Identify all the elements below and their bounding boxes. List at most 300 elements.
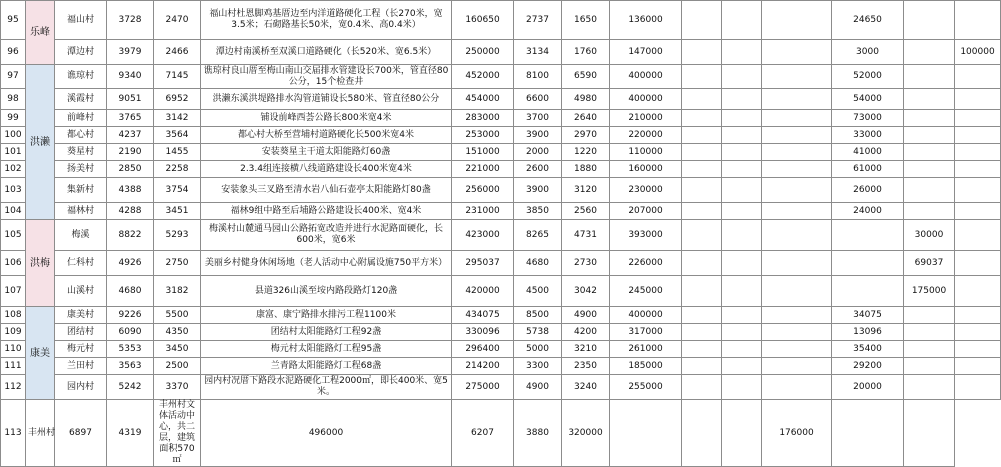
population-cell: 9226 bbox=[107, 307, 154, 324]
row-number-cell: 98 bbox=[1, 89, 26, 110]
row-number-cell: 110 bbox=[1, 341, 26, 358]
count-b-cell: 1760 bbox=[562, 40, 610, 65]
count-a-cell: 2000 bbox=[514, 144, 562, 161]
self-funded-cell: 73000 bbox=[832, 110, 904, 127]
row-number-cell: 95 bbox=[1, 1, 26, 40]
subsidy-cell: 400000 bbox=[610, 65, 682, 89]
households-cell: 1455 bbox=[154, 144, 201, 161]
extra-funding-cell bbox=[955, 89, 1001, 110]
extra-funding-cell bbox=[955, 251, 1001, 276]
empty-cell bbox=[762, 178, 832, 203]
village-cell: 前峰村 bbox=[55, 110, 107, 127]
households-cell: 3142 bbox=[154, 110, 201, 127]
count-b-cell: 2730 bbox=[562, 251, 610, 276]
extra-funding-cell bbox=[904, 400, 955, 467]
count-b-cell: 4900 bbox=[562, 307, 610, 324]
self-funded-cell: 33000 bbox=[832, 127, 904, 144]
village-cell: 兰田村 bbox=[55, 358, 107, 375]
other-funding-cell bbox=[904, 65, 955, 89]
total-amount-cell: 330096 bbox=[452, 324, 514, 341]
count-a-cell: 4900 bbox=[514, 375, 562, 400]
empty-cell bbox=[682, 178, 722, 203]
self-funded-cell: 52000 bbox=[832, 65, 904, 89]
other-funding-cell bbox=[904, 178, 955, 203]
table-row bbox=[1, 127, 1001, 144]
project-description-cell: 铺设前峰西荟公路长800米宽4米 bbox=[201, 110, 452, 127]
empty-cell bbox=[722, 307, 762, 324]
project-description-cell: 安装象头三叉路至清水岩八仙石壶亭太阳能路灯80盏 bbox=[201, 178, 452, 203]
subsidy-cell: 147000 bbox=[610, 40, 682, 65]
total-amount-cell: 253000 bbox=[452, 127, 514, 144]
count-b-cell: 4200 bbox=[562, 324, 610, 341]
count-b-cell: 2350 bbox=[562, 358, 610, 375]
self-funded-cell: 29200 bbox=[832, 358, 904, 375]
total-amount-cell: 283000 bbox=[452, 110, 514, 127]
row-number-cell: 113 bbox=[1, 400, 26, 467]
count-a-cell: 3900 bbox=[514, 127, 562, 144]
extra-funding-cell bbox=[955, 161, 1001, 178]
empty-cell bbox=[762, 110, 832, 127]
empty-cell bbox=[682, 161, 722, 178]
extra-funding-cell bbox=[955, 358, 1001, 375]
empty-cell bbox=[682, 144, 722, 161]
empty-cell bbox=[762, 324, 832, 341]
total-amount-cell: 454000 bbox=[452, 89, 514, 110]
project-description-cell: 潭边村南溪桥至双溪口道路硬化（长520米、宽6.5米） bbox=[201, 40, 452, 65]
extra-funding-cell bbox=[955, 110, 1001, 127]
subsidy-cell: 320000 bbox=[562, 400, 610, 467]
row-number-cell: 108 bbox=[1, 307, 26, 324]
empty-cell bbox=[682, 110, 722, 127]
empty-cell bbox=[762, 276, 832, 307]
project-description-cell: 谯琼村良山厝至梅山南山交届排水管建设长700米，管直径80公分，15个检查井 bbox=[201, 65, 452, 89]
subsidy-cell: 207000 bbox=[610, 203, 682, 220]
count-a-cell: 3300 bbox=[514, 358, 562, 375]
other-funding-cell bbox=[904, 307, 955, 324]
empty-cell bbox=[762, 161, 832, 178]
count-b-cell: 3210 bbox=[562, 341, 610, 358]
table-row bbox=[1, 144, 1001, 161]
total-amount-cell: 231000 bbox=[452, 203, 514, 220]
project-description-cell: 安装葵星主干道太阳能路灯60盏 bbox=[201, 144, 452, 161]
table-row bbox=[1, 110, 1001, 127]
total-amount-cell: 496000 bbox=[201, 400, 452, 467]
village-cell: 集新村 bbox=[55, 178, 107, 203]
subsidy-cell: 317000 bbox=[610, 324, 682, 341]
empty-cell bbox=[722, 375, 762, 400]
count-b-cell: 3880 bbox=[514, 400, 562, 467]
households-cell: 3182 bbox=[154, 276, 201, 307]
other-funding-cell bbox=[904, 127, 955, 144]
village-cell: 潭边村 bbox=[55, 40, 107, 65]
self-funded-cell: 3000 bbox=[832, 40, 904, 65]
empty-cell bbox=[722, 178, 762, 203]
extra-funding-cell bbox=[955, 276, 1001, 307]
households-cell: 2258 bbox=[154, 161, 201, 178]
village-cell: 谯琼村 bbox=[55, 65, 107, 89]
self-funded-cell bbox=[832, 220, 904, 251]
row-number-cell: 109 bbox=[1, 324, 26, 341]
subsidy-cell: 210000 bbox=[610, 110, 682, 127]
table-row bbox=[1, 65, 1001, 89]
empty-cell bbox=[722, 358, 762, 375]
total-amount-cell: 275000 bbox=[452, 375, 514, 400]
population-cell: 6897 bbox=[55, 400, 107, 467]
population-cell: 2850 bbox=[107, 161, 154, 178]
village-cell: 梅元村 bbox=[55, 341, 107, 358]
count-a-cell: 3134 bbox=[514, 40, 562, 65]
extra-funding-cell bbox=[955, 65, 1001, 89]
total-amount-cell: 221000 bbox=[452, 161, 514, 178]
empty-cell bbox=[722, 324, 762, 341]
project-description-cell: 梅溪村山麓通马园山公路拓宽改造并进行水泥路面硬化，长600米，宽6米 bbox=[201, 220, 452, 251]
empty-cell bbox=[722, 220, 762, 251]
count-b-cell: 1220 bbox=[562, 144, 610, 161]
other-funding-cell bbox=[904, 203, 955, 220]
households-cell: 3564 bbox=[154, 127, 201, 144]
other-funding-cell bbox=[904, 110, 955, 127]
self-funded-cell: 61000 bbox=[832, 161, 904, 178]
empty-cell bbox=[682, 220, 722, 251]
population-cell: 4388 bbox=[107, 178, 154, 203]
empty-cell bbox=[722, 40, 762, 65]
count-b-cell: 4731 bbox=[562, 220, 610, 251]
empty-cell bbox=[682, 89, 722, 110]
table-row bbox=[1, 400, 1001, 467]
empty-cell bbox=[762, 144, 832, 161]
other-funding-cell bbox=[904, 375, 955, 400]
other-funding-cell bbox=[904, 144, 955, 161]
households-cell: 3370 bbox=[154, 375, 201, 400]
table-row bbox=[1, 178, 1001, 203]
empty-cell bbox=[682, 65, 722, 89]
other-funding-cell bbox=[904, 1, 955, 40]
subsidy-cell: 136000 bbox=[610, 1, 682, 40]
extra-funding-cell bbox=[955, 1, 1001, 40]
table-row bbox=[1, 324, 1001, 341]
count-b-cell: 2970 bbox=[562, 127, 610, 144]
self-funded-cell: 34075 bbox=[832, 307, 904, 324]
extra-funding-cell bbox=[955, 203, 1001, 220]
total-amount-cell: 214200 bbox=[452, 358, 514, 375]
total-amount-cell: 250000 bbox=[452, 40, 514, 65]
empty-cell bbox=[722, 127, 762, 144]
village-cell: 溪霞村 bbox=[55, 89, 107, 110]
project-description-cell: 团结村太阳能路灯工程92盏 bbox=[201, 324, 452, 341]
table-row bbox=[1, 203, 1001, 220]
other-funding-cell bbox=[904, 358, 955, 375]
project-description-cell: 都心村大桥至营埔村道路硬化长500米宽4米 bbox=[201, 127, 452, 144]
project-description-cell: 县道326山溪至垵内路段路灯120盏 bbox=[201, 276, 452, 307]
subsidy-cell: 255000 bbox=[610, 375, 682, 400]
empty-cell bbox=[682, 324, 722, 341]
extra-funding-cell bbox=[955, 307, 1001, 324]
row-number-cell: 107 bbox=[1, 276, 26, 307]
count-a-cell: 3900 bbox=[514, 178, 562, 203]
population-cell: 4926 bbox=[107, 251, 154, 276]
table-row bbox=[1, 89, 1001, 110]
empty-cell bbox=[722, 144, 762, 161]
count-b-cell: 4980 bbox=[562, 89, 610, 110]
project-description-cell: 兰青路太阳能路灯工程68盏 bbox=[201, 358, 452, 375]
households-cell: 4319 bbox=[107, 400, 154, 467]
households-cell: 3450 bbox=[154, 341, 201, 358]
self-funded-cell: 54000 bbox=[832, 89, 904, 110]
town-cell: 洪梅 bbox=[26, 220, 55, 307]
table-row bbox=[1, 307, 1001, 324]
self-funded-cell: 13096 bbox=[832, 324, 904, 341]
households-cell: 6952 bbox=[154, 89, 201, 110]
village-cell: 丰州村 bbox=[26, 400, 55, 467]
count-a-cell: 8265 bbox=[514, 220, 562, 251]
table-row bbox=[1, 341, 1001, 358]
population-cell: 3728 bbox=[107, 1, 154, 40]
count-b-cell: 2560 bbox=[562, 203, 610, 220]
empty-cell bbox=[722, 251, 762, 276]
row-number-cell: 100 bbox=[1, 127, 26, 144]
extra-funding-cell: 100000 bbox=[955, 40, 1001, 65]
count-a-cell: 4500 bbox=[514, 276, 562, 307]
empty-cell bbox=[762, 40, 832, 65]
extra-funding-cell bbox=[955, 324, 1001, 341]
count-a-cell: 5738 bbox=[514, 324, 562, 341]
count-a-cell: 8100 bbox=[514, 65, 562, 89]
project-description-cell: 康富、康宁路排水排污工程1100米 bbox=[201, 307, 452, 324]
empty-cell bbox=[762, 89, 832, 110]
empty-cell bbox=[722, 110, 762, 127]
empty-cell bbox=[762, 65, 832, 89]
empty-cell bbox=[610, 400, 682, 467]
count-b-cell: 1880 bbox=[562, 161, 610, 178]
project-description-cell: 福山村杜恩脚鸡基厝边至内洋道路硬化工程（长270米，宽3.5米；石砌路基长50米，宽0.4米、高0.4米） bbox=[201, 1, 452, 40]
households-cell: 7145 bbox=[154, 65, 201, 89]
extra-funding-cell bbox=[955, 127, 1001, 144]
population-cell: 5353 bbox=[107, 341, 154, 358]
population-cell: 6090 bbox=[107, 324, 154, 341]
count-b-cell: 3120 bbox=[562, 178, 610, 203]
empty-cell bbox=[682, 341, 722, 358]
village-cell: 梅溪 bbox=[55, 220, 107, 251]
subsidy-cell: 185000 bbox=[610, 358, 682, 375]
table-row bbox=[1, 251, 1001, 276]
row-number-cell: 99 bbox=[1, 110, 26, 127]
count-b-cell: 3240 bbox=[562, 375, 610, 400]
village-cell: 都心村 bbox=[55, 127, 107, 144]
households-cell: 3451 bbox=[154, 203, 201, 220]
subsidy-cell: 400000 bbox=[610, 307, 682, 324]
row-number-cell: 111 bbox=[1, 358, 26, 375]
empty-cell bbox=[722, 341, 762, 358]
row-number-cell: 97 bbox=[1, 65, 26, 89]
subsidy-cell: 245000 bbox=[610, 276, 682, 307]
table-row bbox=[1, 40, 1001, 65]
empty-cell bbox=[762, 307, 832, 324]
project-description-cell: 丰州村文体活动中心，共二层，建筑面积570㎡ bbox=[154, 400, 201, 467]
population-cell: 9340 bbox=[107, 65, 154, 89]
empty-cell bbox=[762, 251, 832, 276]
households-cell: 5293 bbox=[154, 220, 201, 251]
empty-cell bbox=[682, 127, 722, 144]
village-cell: 山溪村 bbox=[55, 276, 107, 307]
project-description-cell: 梅元村太阳能路灯工程95盏 bbox=[201, 341, 452, 358]
row-number-cell: 101 bbox=[1, 144, 26, 161]
total-amount-cell: 160650 bbox=[452, 1, 514, 40]
empty-cell bbox=[682, 400, 722, 467]
population-cell: 3765 bbox=[107, 110, 154, 127]
project-description-cell: 福林9组中路至后埔路公路建设长400米、宽4米 bbox=[201, 203, 452, 220]
subsidy-cell: 400000 bbox=[610, 89, 682, 110]
self-funded-cell: 24000 bbox=[832, 203, 904, 220]
subsidy-cell: 230000 bbox=[610, 178, 682, 203]
empty-cell bbox=[682, 358, 722, 375]
project-description-cell: 园内村况厝下路段水泥路硬化工程2000㎡，即长400米、宽5米。 bbox=[201, 375, 452, 400]
empty-cell bbox=[682, 276, 722, 307]
extra-funding-cell bbox=[955, 341, 1001, 358]
self-funded-cell: 176000 bbox=[762, 400, 832, 467]
empty-cell bbox=[722, 276, 762, 307]
empty-cell bbox=[722, 203, 762, 220]
self-funded-cell: 35400 bbox=[832, 341, 904, 358]
village-cell: 康美村 bbox=[55, 307, 107, 324]
count-a-cell: 5000 bbox=[514, 341, 562, 358]
households-cell: 2750 bbox=[154, 251, 201, 276]
empty-cell bbox=[722, 400, 762, 467]
count-a-cell: 2737 bbox=[514, 1, 562, 40]
row-number-cell: 112 bbox=[1, 375, 26, 400]
village-cell: 仁科村 bbox=[55, 251, 107, 276]
self-funded-cell: 20000 bbox=[832, 375, 904, 400]
project-description-cell: 2.3.4组连接横八线道路建设长400米宽4米 bbox=[201, 161, 452, 178]
self-funded-cell: 24650 bbox=[832, 1, 904, 40]
empty-cell bbox=[682, 375, 722, 400]
total-amount-cell: 295037 bbox=[452, 251, 514, 276]
population-cell: 3979 bbox=[107, 40, 154, 65]
self-funded-cell: 26000 bbox=[832, 178, 904, 203]
self-funded-cell bbox=[832, 251, 904, 276]
count-a-cell: 6600 bbox=[514, 89, 562, 110]
households-cell: 2500 bbox=[154, 358, 201, 375]
other-funding-cell bbox=[904, 89, 955, 110]
other-funding-cell: 30000 bbox=[904, 220, 955, 251]
self-funded-cell bbox=[832, 276, 904, 307]
row-number-cell: 102 bbox=[1, 161, 26, 178]
population-cell: 2190 bbox=[107, 144, 154, 161]
table-row bbox=[1, 1, 1001, 40]
row-number-cell: 105 bbox=[1, 220, 26, 251]
total-amount-cell: 452000 bbox=[452, 65, 514, 89]
empty-cell bbox=[762, 341, 832, 358]
count-a-cell: 3850 bbox=[514, 203, 562, 220]
table-row bbox=[1, 276, 1001, 307]
population-cell: 4288 bbox=[107, 203, 154, 220]
count-a-cell: 3700 bbox=[514, 110, 562, 127]
empty-cell bbox=[762, 220, 832, 251]
subsidy-cell: 393000 bbox=[610, 220, 682, 251]
population-cell: 3563 bbox=[107, 358, 154, 375]
empty-cell bbox=[762, 203, 832, 220]
empty-cell bbox=[682, 203, 722, 220]
other-funding-cell bbox=[904, 341, 955, 358]
row-number-cell: 106 bbox=[1, 251, 26, 276]
subsidy-cell: 226000 bbox=[610, 251, 682, 276]
village-cell: 园内村 bbox=[55, 375, 107, 400]
table-row bbox=[1, 220, 1001, 251]
self-funded-cell: 41000 bbox=[832, 144, 904, 161]
other-funding-cell: 175000 bbox=[904, 276, 955, 307]
count-b-cell: 2640 bbox=[562, 110, 610, 127]
total-amount-cell: 151000 bbox=[452, 144, 514, 161]
table-row bbox=[1, 375, 1001, 400]
count-a-cell: 8500 bbox=[514, 307, 562, 324]
empty-cell bbox=[762, 1, 832, 40]
households-cell: 4350 bbox=[154, 324, 201, 341]
town-cell: 康美 bbox=[26, 307, 55, 400]
project-description-cell: 洪濑东溪洪堤路排水沟管道铺设长580米、管直径80公分 bbox=[201, 89, 452, 110]
village-cell: 葵星村 bbox=[55, 144, 107, 161]
total-amount-cell: 423000 bbox=[452, 220, 514, 251]
count-b-cell: 3042 bbox=[562, 276, 610, 307]
empty-cell bbox=[762, 375, 832, 400]
subsidy-cell: 160000 bbox=[610, 161, 682, 178]
other-funding-cell bbox=[904, 40, 955, 65]
town-cell: 洪濑 bbox=[26, 65, 55, 220]
count-a-cell: 6207 bbox=[452, 400, 514, 467]
row-number-cell: 96 bbox=[1, 40, 26, 65]
row-number-cell: 104 bbox=[1, 203, 26, 220]
count-b-cell: 1650 bbox=[562, 1, 610, 40]
total-amount-cell: 296400 bbox=[452, 341, 514, 358]
other-funding-cell bbox=[832, 400, 904, 467]
households-cell: 2470 bbox=[154, 1, 201, 40]
extra-funding-cell bbox=[955, 144, 1001, 161]
table-row bbox=[1, 161, 1001, 178]
other-funding-cell bbox=[904, 324, 955, 341]
other-funding-cell: 69037 bbox=[904, 251, 955, 276]
empty-cell bbox=[722, 65, 762, 89]
population-cell: 8822 bbox=[107, 220, 154, 251]
extra-funding-cell bbox=[955, 178, 1001, 203]
total-amount-cell: 420000 bbox=[452, 276, 514, 307]
empty-cell bbox=[682, 307, 722, 324]
population-cell: 4680 bbox=[107, 276, 154, 307]
population-cell: 4237 bbox=[107, 127, 154, 144]
empty-cell bbox=[722, 1, 762, 40]
population-cell: 9051 bbox=[107, 89, 154, 110]
count-b-cell: 6590 bbox=[562, 65, 610, 89]
subsidy-cell: 110000 bbox=[610, 144, 682, 161]
total-amount-cell: 434075 bbox=[452, 307, 514, 324]
subsidy-cell: 261000 bbox=[610, 341, 682, 358]
count-a-cell: 4680 bbox=[514, 251, 562, 276]
households-cell: 2466 bbox=[154, 40, 201, 65]
empty-cell bbox=[722, 161, 762, 178]
empty-cell bbox=[722, 89, 762, 110]
population-cell: 5242 bbox=[107, 375, 154, 400]
empty-cell bbox=[762, 127, 832, 144]
village-cell: 团结村 bbox=[55, 324, 107, 341]
other-funding-cell bbox=[904, 161, 955, 178]
village-cell: 扬美村 bbox=[55, 161, 107, 178]
empty-cell bbox=[682, 40, 722, 65]
subsidy-cell: 220000 bbox=[610, 127, 682, 144]
extra-funding-cell bbox=[955, 375, 1001, 400]
empty-cell bbox=[682, 251, 722, 276]
town-cell: 乐峰 bbox=[26, 1, 55, 65]
empty-cell bbox=[762, 358, 832, 375]
village-cell: 福山村 bbox=[55, 1, 107, 40]
empty-cell bbox=[682, 1, 722, 40]
total-amount-cell: 256000 bbox=[452, 178, 514, 203]
